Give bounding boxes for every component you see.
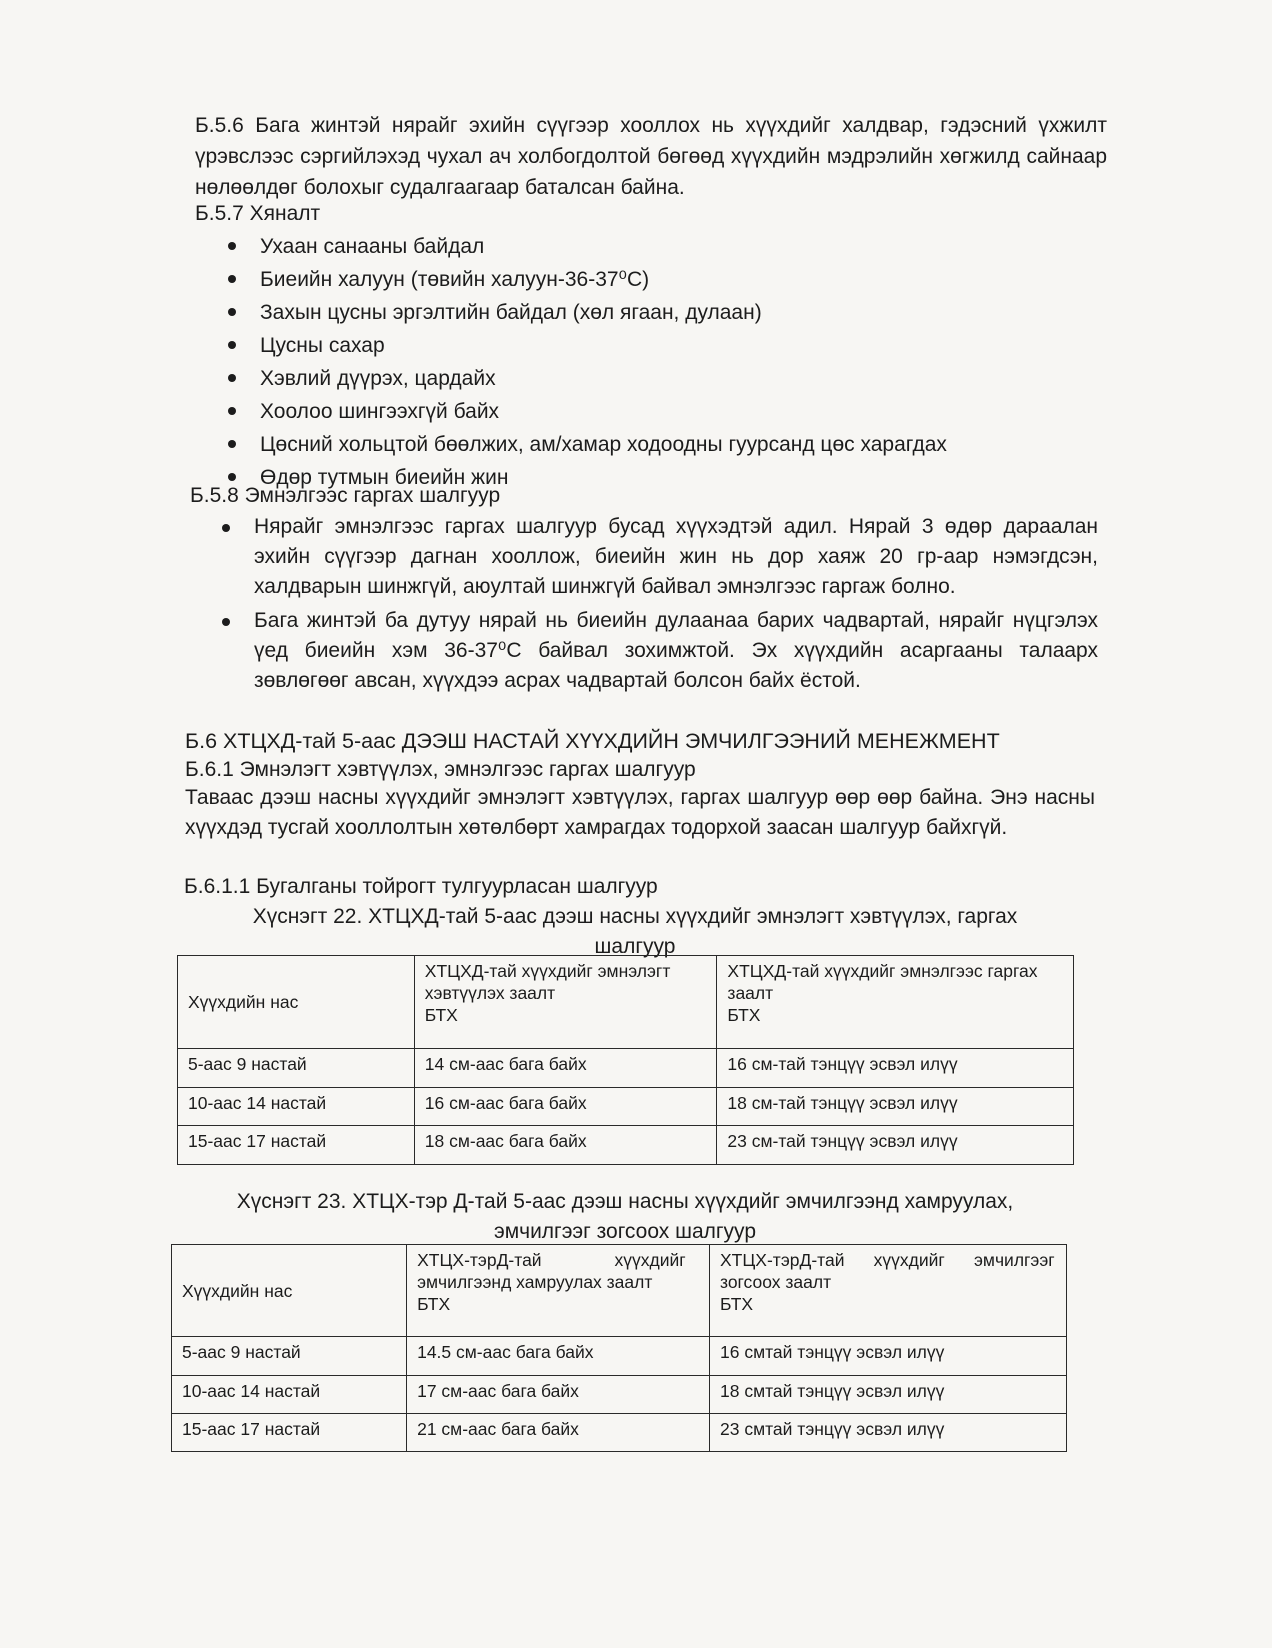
table-cell: 18 смтай тэнцүү эсвэл илүү <box>710 1375 1067 1413</box>
header-cell: ХТЦХД-тай хүүхдийг эмнэлэгт хэвтүүлэх заалт БТХ <box>414 956 717 1049</box>
bullet-icon <box>228 407 236 415</box>
header-cell: ХТЦХД-тай хүүхдийг эмнэлгээс гаргах заалт БТХ <box>717 956 1074 1049</box>
table-cell: 17 см-аас бага байх <box>407 1375 710 1413</box>
list-item: Нярайг эмнэлгээс гаргах шалгуур бусад хүүхэдтэй адил. Нярай 3 өдөр дараалан эхийн сүүгээр дагнан хооллож, биеийн жин нь дор хаяж 20 гр-аар нэмэгдсэн, халдварын шинжгүй, аюултай шинжгүй байвал эмнэлгээс гаргаж болно. <box>218 512 1098 602</box>
header-cell: Хүүхдийн нас <box>178 956 415 1049</box>
list-item: Цусны сахар <box>224 329 1084 362</box>
table-cell: 21 см-аас бага байх <box>407 1413 710 1451</box>
table-cell: 15-аас 17 настай <box>178 1126 415 1165</box>
bullet-icon <box>228 308 236 316</box>
bullet-icon <box>228 440 236 448</box>
table-row <box>172 1413 1067 1451</box>
table-23 <box>171 1244 1067 1452</box>
discharge-list <box>218 512 1098 700</box>
list-item: Хоолоо шингээхгүй байх <box>224 395 1084 428</box>
table-cell: 18 см-аас бага байх <box>414 1126 717 1165</box>
table-cell: 14.5 см-аас бага байх <box>407 1337 710 1375</box>
table-cell: 16 смтай тэнцүү эсвэл илүү <box>710 1337 1067 1375</box>
heading-b558: Б.5.8 Эмнэлгээс гаргах шалгуур <box>190 484 501 507</box>
header-cell: ХТЦХ-тэрД-тай хүүхдийг эмчилгээнд хамруулах заалт БТХ <box>407 1245 710 1337</box>
heading-b611: Б.6.1.1 Бугалганы тойрогт тулгуурласан шалгуур <box>184 875 658 898</box>
list-item: Биеийн халуун (төвийн халуун-36-37⁰С) <box>224 263 1084 296</box>
table-row <box>178 1126 1074 1165</box>
bullet-icon <box>222 618 230 626</box>
table-23-caption: Хүснэгт 23. ХТЦХ-тэр Д-тай 5-аас дээш насны хүүхдийг эмчилгээнд хамруулах, эмчилгээг зогсоох шалгуур <box>236 1190 1014 1243</box>
table-cell: 16 см-аас бага байх <box>414 1087 717 1126</box>
heading-b557: Б.5.7 Хяналт <box>195 202 321 225</box>
table-cell: 5-аас 9 настай <box>178 1049 415 1088</box>
header-cell: Хүүхдийн нас <box>172 1245 407 1337</box>
table-22-caption: Хүснэгт 22. ХТЦХД-тай 5-аас дээш насны хүүхдийг эмнэлэгт хэвтүүлэх, гаргах шалгуур <box>252 905 1018 958</box>
list-item: Ухаан санааны байдал <box>224 230 1084 263</box>
list-item: Захын цусны эргэлтийн байдал (хөл ягаан, дулаан) <box>224 296 1084 329</box>
table-row <box>172 1375 1067 1413</box>
table-cell: 16 см-тай тэнцүү эсвэл илүү <box>717 1049 1074 1088</box>
table-row <box>178 1049 1074 1088</box>
monitoring-list <box>224 230 1084 494</box>
table-cell: 23 смтай тэнцүү эсвэл илүү <box>710 1413 1067 1451</box>
paragraph-b556: Б.5.6 Бага жинтэй нярайг эхийн сүүгээр хооллох нь хүүхдийг халдвар, гэдэсний үхжилт үрэвслээс сэргийлэхэд чухал ач холбогдолтой бөгөөд хүүхдийн мэдрэлийн хөгжилд сайнаар нөлөөлдөг болохыг судалгаагаар баталсан байна. <box>195 114 1107 199</box>
list-item: Цөсний хольцтой бөөлжих, ам/хамар ходоодны гуурсанд цөс харагдах <box>224 428 1084 461</box>
bullet-icon <box>228 242 236 250</box>
table-cell: 15-аас 17 настай <box>172 1413 407 1451</box>
table-row <box>172 1337 1067 1375</box>
header-cell: ХТЦХ-тэрД-тай хүүхдийг эмчилгээг зогсоох заалт БТХ <box>710 1245 1067 1337</box>
table-header-row <box>178 956 1074 1049</box>
table-cell: 23 см-тай тэнцүү эсвэл илүү <box>717 1126 1074 1165</box>
bullet-icon <box>222 524 230 532</box>
table-header-row <box>172 1245 1067 1337</box>
table-cell: 18 см-тай тэнцүү эсвэл илүү <box>717 1087 1074 1126</box>
bullet-icon <box>228 275 236 283</box>
list-item: Хэвлий дүүрэх, цардайх <box>224 362 1084 395</box>
list-item: Бага жинтэй ба дутуу нярай нь биеийн дулаанаа барих чадвартай, нярайг нүцгэлэх үед биеийн хэм 36-37⁰С байвал зохимжтой. Эх хүүхдийн асаргааны талаарх зөвлөгөөг авсан, хүүхдээ асрах чадвартай болсон байх ёстой. <box>218 606 1098 696</box>
table-22 <box>177 955 1074 1165</box>
list-item: Өдөр тутмын биеийн жин <box>224 461 1084 494</box>
paragraph-b61: Таваас дээш насны хүүхдийг эмнэлэгт хэвтүүлэх, гаргах шалгуур өөр өөр байна. Энэ насны хүүхдэд тусгай хооллолтын хөтөлбөрт хамрагдах тодорхой заасан шалгуур байхгүй. <box>185 786 1095 839</box>
bullet-icon <box>228 374 236 382</box>
table-cell: 10-аас 14 настай <box>172 1375 407 1413</box>
table-cell: 14 см-аас бага байх <box>414 1049 717 1088</box>
table-row <box>178 1087 1074 1126</box>
table-cell: 10-аас 14 настай <box>178 1087 415 1126</box>
table-cell: 5-аас 9 настай <box>172 1337 407 1375</box>
bullet-icon <box>228 341 236 349</box>
heading-b61: Б.6.1 Эмнэлэгт хэвтүүлэх, эмнэлгээс гаргах шалгуур <box>185 758 696 781</box>
heading-b6: Б.6 ХТЦХД-тай 5-аас ДЭЭШ НАСТАЙ ХҮҮХДИЙН ЭМЧИЛГЭЭНИЙ МЕНЕЖМЕНТ <box>185 729 1000 753</box>
